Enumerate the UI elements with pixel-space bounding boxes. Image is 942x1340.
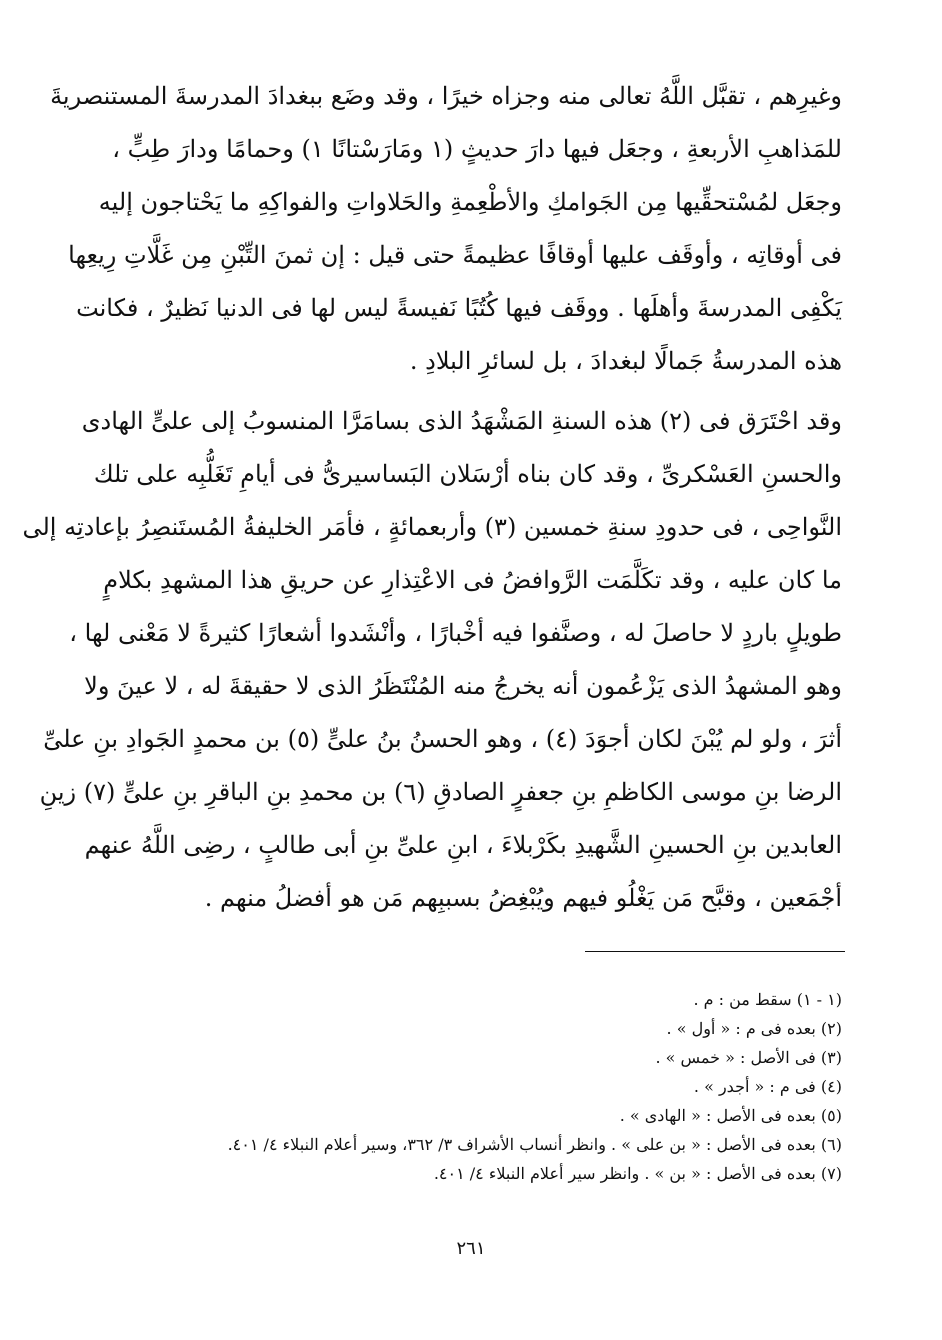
footnote: (٢) بعده فى م : « أول » . bbox=[666, 1019, 842, 1038]
main-text bbox=[22, 70, 842, 925]
text-line: طويلٍ باردٍ لا حاصلَ له ، وصنَّفوا فيه أخْبارًا ، وأنْشَدوا أشعارًا كثيرةً لا مَعْنى لها ، bbox=[69, 619, 842, 647]
footnote: (٤) فى م : « أجدر » . bbox=[693, 1077, 842, 1096]
text-line: النَّواحِى ، فى حدودِ سنةِ خمسين (٣) وأربعمائةٍ ، فأمَر الخليفةُ المُستَنصِرُ بإعادتِه إلى bbox=[22, 513, 842, 541]
text-line: يَكْفِى المدرسةَ وأهلَها . ووقَف فيها كُتُبًا نَفيسةً ليس لها فى الدنيا نَظيرٌ ، فكانت bbox=[76, 294, 842, 322]
footnote-separator bbox=[585, 951, 845, 952]
text-line: أجْمَعين ، وقبَّح مَن يَغْلُو فيهم ويُبْغِضُ بسببِهم مَن هو أفضلُ منهم . bbox=[204, 884, 842, 912]
paragraph-2 bbox=[22, 395, 842, 925]
text-line: وهو المشهدُ الذى يَزْعُمون أنه يخرجُ منه المُنْتَظَرُ الذى لا حقيقةَ له ، لا عينَ ولا bbox=[84, 672, 842, 700]
text-line: والحسنِ العَسْكرىِّ ، وقد كان بناه أرْسَلان البَساسيرىُّ فى أيامِ تَغَلُّبِه على تلك bbox=[93, 460, 842, 488]
footnote: (٦) بعده فى الأصل : « بن على » . وانظر أنساب الأشراف ٣/ ٣٦٢، وسير أعلام النبلاء ٤/ ٤٠١. bbox=[227, 1135, 842, 1154]
text-line: فى أوقاتِه ، وأوقَف عليها أوقافًا عظيمةً حتى قيل : إن ثمنَ التِّبْنِ مِن غَلَّاتِ رِيعِها bbox=[68, 241, 842, 269]
paragraph-1 bbox=[50, 70, 842, 388]
footnote: (٧) بعده فى الأصل : « بن » . وانظر سير أعلام النبلاء ٤/ ٤٠١. bbox=[433, 1164, 842, 1183]
footnotes bbox=[120, 985, 842, 1188]
text-line: وجعَل لمُسْتحقِّيها مِن الجَوامكِ والأطْعِمةِ والحَلاواتِ والفواكِهِ ما يَحْتاجون إليه bbox=[98, 188, 842, 216]
text-line: هذه المدرسةُ جَمالًا لبغدادَ ، بل لسائرِ البلادِ . bbox=[409, 347, 842, 375]
text-line: ما كان عليه ، وقد تكَلَّمَت الرَّوافضُ فى الاعْتِذارِ عن حريقِ هذا المشهدِ بكلامٍ bbox=[103, 566, 842, 594]
page-number: ٢٦١ bbox=[456, 1238, 486, 1259]
text-line: وغيرِهم ، تقبَّل اللَّهُ تعالى منه وجزاه خيرًا ، وقد وضَع ببغدادَ المدرسةَ المستنصريةَ bbox=[50, 82, 842, 110]
text-line: وقد احْتَرَق فى (٢) هذه السنةِ المَشْهَدُ الذى بسامَرَّا المنسوبُ إلى علىٍّ الهادى bbox=[81, 407, 842, 435]
footnote: (١ - ١) سقط من : م . bbox=[693, 990, 842, 1009]
footnote: (٣) فى الأصل : « خمس » . bbox=[655, 1048, 842, 1067]
text-line: العابدين بنِ الحسينِ الشَّهيدِ بكَرْبلاءَ ، ابنِ علىِّ بنِ أبى طالبٍ ، رضِى اللَّهُ عنهم bbox=[84, 831, 842, 859]
text-line: أثرَ ، ولو لم يُبْنَ لكان أجوَدَ (٤) ، وهو الحسنُ بنُ علىٍّ (٥) بن محمدٍ الجَوادِ بنِ علىِّ bbox=[43, 725, 842, 753]
footnote: (٥) بعده فى الأصل : « الهادى » . bbox=[619, 1106, 842, 1125]
text-line: الرضا بنِ موسى الكاظمِ بنِ جعفرٍ الصادقِ (٦) بن محمدِ بنِ الباقرِ بنِ علىٍّ (٧) زينِ bbox=[39, 778, 842, 806]
text-line: للمَذاهبِ الأربعةِ ، وجعَل فيها دارَ حديثٍ (١ ومَارَسْتانًا ١) وحمامًا ودارَ طِبٍّ ، bbox=[112, 135, 842, 163]
